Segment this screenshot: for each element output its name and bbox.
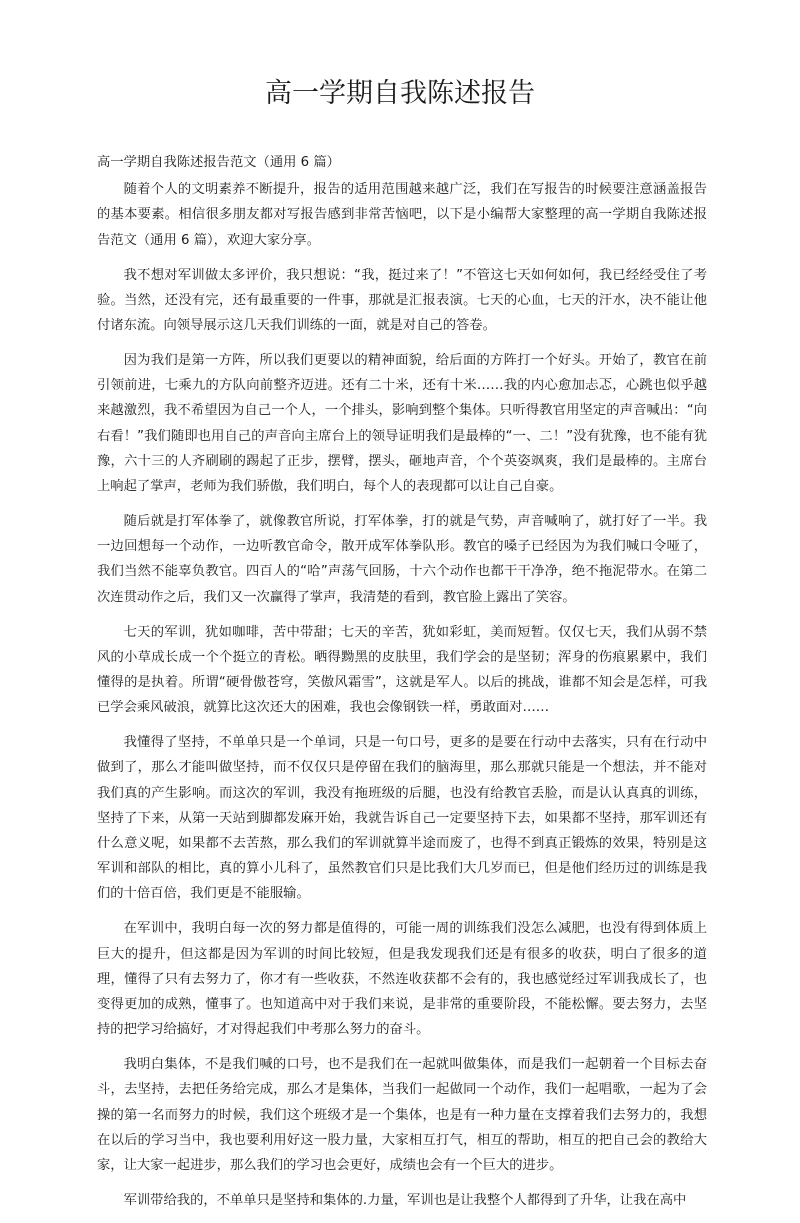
paragraph: 因为我们是第一方阵，所以我们更要以的精神面貌，给后面的方阵打一个好头。开始了，教官在前引领前进，七乘九的方队向前整齐迈进。还有二十米，还有十米……我的内心愈加忐忑，心跳也似乎越来越激烈，我不希望因为自己一个人，一个排头，影响到整个集体。只听得教官用坚定的声音喊出：“向右看！”我们随即也用自己的声音向主席台上的领导证明我们是最棒的“一、二！”没有犹豫，也不能有犹豫，六十三的人齐刷刷的踢起了正步，摆臂，摆头，砸地声音，个个英姿飒爽，我们是最棒的。主席台上响起了掌声，老师为我们骄傲，我们明白，每个人的表现都可以让自己自豪。	[97, 353, 707, 495]
paragraph: 我不想对军训做太多评价，我只想说：“我，挺过来了！”不管这七天如何如何，我已经经受住了考验。当然，还没有完，还有最重要的一件事，那就是汇报表演。七天的心血，七天的汗水，决不能让他付诸东流。向领导展示这几天我们训练的一面，就是对自己的答卷。	[97, 267, 707, 334]
paragraph: 我懂得了坚持，不单单只是一个单词，只是一句口号，更多的是要在行动中去落实，只有在行动中做到了，那么才能叫做坚持，而不仅仅只是停留在我们的脑海里，那么那就只能是一个想法，并不能对我们真的产生影响。而这次的军训，我没有拖班级的后腿，也没有给教官丢脸，而是认认真真的训练，坚持了下来，从第一天站到脚都发麻开始，我就告诉自己一定要坚持下去，如果都不坚持，那军训还有什么意义呢，如果都不去苦熬，那么我们的军训就算半途而废了，也得不到真正锻炼的效果，特别是这军训和部队的相比，真的算小儿科了，虽然教官们只是比我们大几岁而已，但是他们经历过的训练是我们的十倍百倍，我们更是不能服输。	[97, 735, 707, 902]
paragraph: 我明白集体，不是我们喊的口号，也不是我们在一起就叫做集体，而是我们一起朝着一个目标去奋斗，去坚持，去把任务给完成，那么才是集体，当我们一起做同一个动作，我们一起唱歌，一起为了会操的第一名而努力的时候，我们这个班级才是一个集体，也是有一种力量在支撑着我们去努力的，我想在以后的学习当中，我也要利用好这一股力量，大家相互打气，相互的帮助，相互的把自己会的教给大家，让大家一起进步，那么我们的学习也会更好，成绩也会有一个巨大的进步。	[97, 1057, 707, 1174]
paragraph: 七天的军训，犹如咖啡，苦中带甜；七天的辛苦，犹如彩虹，美而短暂。仅仅七天，我们从弱不禁风的小草成长成一个个挺立的青松。晒得黝黑的皮肤里，我们学会的是坚韧；浑身的伤痕累累中，我们懂得的是执着。所谓“硬骨傲苍穹，笑傲风霜雪”，这就是军人。以后的挑战，谁都不知会是怎样，可我已学会乘风破浪，就算比这次还大的困难，我也会像钢铁一样，勇敢面对……	[97, 624, 707, 716]
document-body	[97, 150, 707, 1223]
document-title: 高一学期自我陈述报告	[265, 78, 535, 109]
paragraph: 军训带给我的，不单单只是坚持和集体的.力量，军训也是让我整个人都得到了升华，让我在高中	[123, 1193, 687, 1209]
paragraph: 随着个人的文明素养不断提升，报告的适用范围越来越广泛，我们在写报告的时候要注意涵盖报告的基本要素。相信很多朋友都对写报告感到非常苦恼吧，以下是小编帮大家整理的高一学期自我陈述报告范文（通用 6 篇），欢迎大家分享。	[97, 182, 707, 248]
paragraph: 在军训中，我明白每一次的努力都是值得的，可能一周的训练我们没怎么减肥，也没有得到体质上巨大的提升，但这都是因为军训的时间比较短，但是我发现我们还是有很多的收获，明白了很多的道理，懂得了只有去努力了，你才有一些收获，不然连收获都不会有的，我也感觉经过军训我成长了，也变得更加的成熟，懂事了。也知道高中对于我们来说，是非常的重要阶段，不能松懈。要去努力，去坚持的把学习给搞好，才对得起我们中考那么努力的奋斗。	[97, 921, 707, 1038]
paragraph: 随后就是打军体拳了，就像教官所说，打军体拳，打的就是气势，声音喊响了，就打好了一半。我一边回想每一个动作，一边听教官命令，散开成军体拳队形。教官的嗓子已经因为为我们喊口令哑了，我们当然不能辜负教官。四百人的“哈”声荡气回肠，十六个动作也都干干净净，绝不拖泥带水。在第二次连贯动作之后，我们又一次赢得了掌声，我清楚的看到，教官脸上露出了笑容。	[97, 514, 707, 605]
document-subtitle: 高一学期自我陈述报告范文（通用 6 篇）	[97, 155, 340, 170]
